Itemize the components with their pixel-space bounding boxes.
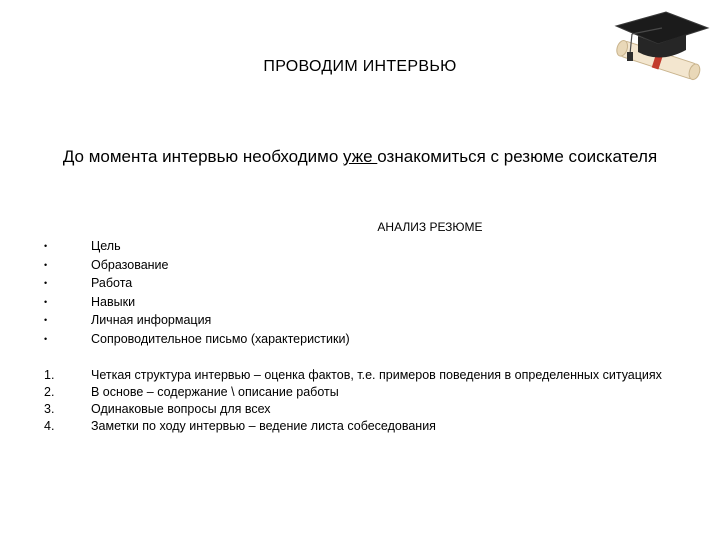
bullet-text: Образование (91, 257, 169, 272)
item-number: 1. (44, 368, 55, 382)
numbered-list (44, 368, 684, 436)
bullet-text: Навыки (91, 294, 136, 309)
bullet-icon: • (44, 333, 48, 344)
numbered-item (44, 419, 684, 434)
lead-text (60, 145, 660, 169)
list-item (44, 274, 644, 293)
list-item (44, 311, 644, 330)
lead-text-start: До момента интервью необходимо (62, 147, 344, 166)
item-text: Одинаковые вопросы для всех (91, 402, 271, 416)
item-text: Четкая структура интервью – оценка фактов, т.е. примеров поведения в определенных ситуациях (91, 368, 662, 382)
list-item (44, 293, 644, 312)
bullet-text: Работа (91, 276, 133, 290)
item-text: Заметки по ходу интервью – ведение листа собеседования (91, 419, 436, 433)
item-number: 4. (44, 419, 55, 433)
bullet-text: Личная информация (91, 313, 212, 327)
numbered-item (44, 368, 684, 383)
bullet-icon: • (44, 296, 48, 307)
bullet-icon: • (44, 315, 48, 325)
bullet-icon: • (44, 241, 48, 251)
bullet-text: Цель (91, 239, 121, 253)
item-number: 3. (44, 402, 55, 416)
list-item (44, 330, 644, 349)
numbered-item (44, 402, 684, 417)
bullet-icon: • (44, 259, 48, 270)
numbered-item (44, 385, 684, 400)
item-text: В основе – содержание \ описание работы (91, 385, 339, 399)
list-item (44, 237, 644, 256)
bullet-text: Сопроводительное письмо (характеристики) (91, 331, 350, 346)
bullet-icon: • (44, 278, 48, 288)
section-heading: АНАЛИЗ РЕЗЮМЕ (377, 220, 483, 234)
bullet-list (44, 237, 644, 348)
item-number: 2. (44, 385, 55, 399)
list-item (44, 256, 644, 275)
slide-title: ПРОВОДИМ ИНТЕРВЬЮ (263, 58, 457, 75)
lead-text-underlined: уже (343, 147, 378, 166)
lead-text-end: ознакомиться с резюме соискателя (377, 147, 658, 166)
